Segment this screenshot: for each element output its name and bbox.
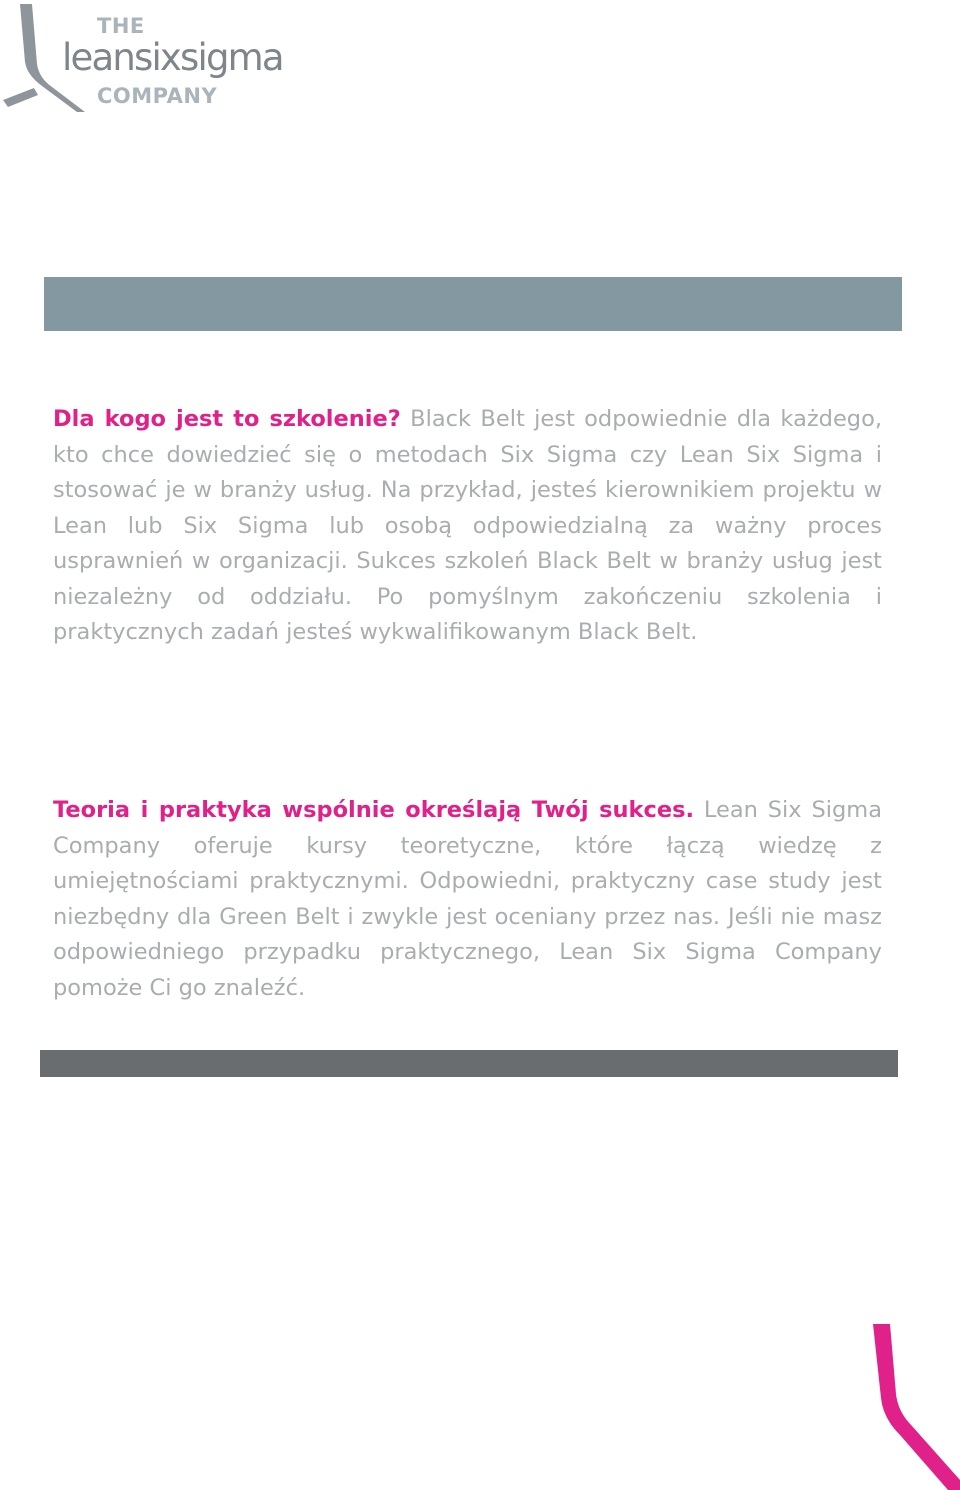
theory-practice-heading: Teoria i praktyka wspólnie określają Twój sukces. <box>53 797 695 823</box>
audience-heading: Dla kogo jest to szkolenie? <box>53 406 401 432</box>
header-band <box>44 277 902 331</box>
logo-text-company: COMPANY <box>97 84 218 108</box>
accent-mark-icon <box>868 1320 960 1490</box>
audience-text: Black Belt jest odpowiednie dla każdego, kto chce dowiedzieć się o metodach Six Sigma czy Lean Six Sigma i stosować je w branży usług. Na przykład, jesteś kierownikiem projektu w Lean lub Six Sigma lub osobą odpowiedzialną za ważny proces usprawnień w organizacji. Sukces szkoleń Black Belt w branży usług jest niezależny od oddziału. Po pomyślnym zakończeniu szkolenia i praktycznych zadań jesteś wykwalifikowanym Black Belt. <box>53 406 882 645</box>
company-logo <box>0 0 320 125</box>
logo-text-the: THE <box>97 14 145 38</box>
footer-band <box>40 1050 898 1077</box>
logo-text-main: leansixsigma <box>62 36 283 79</box>
theory-practice-paragraph <box>53 793 882 1006</box>
audience-paragraph <box>53 402 882 651</box>
theory-practice-text: Lean Six Sigma Company oferuje kursy teoretyczne, które łączą wiedzę z umiejętnościami praktycznymi. Odpowiedni, praktyczny case study jest niezbędny dla Green Belt i zwykle jest oceniany przez nas. Jeśli nie masz odpowiedniego przypadku praktycznego, Lean Six Sigma Company pomoże Ci go znaleźć. <box>53 797 882 1001</box>
